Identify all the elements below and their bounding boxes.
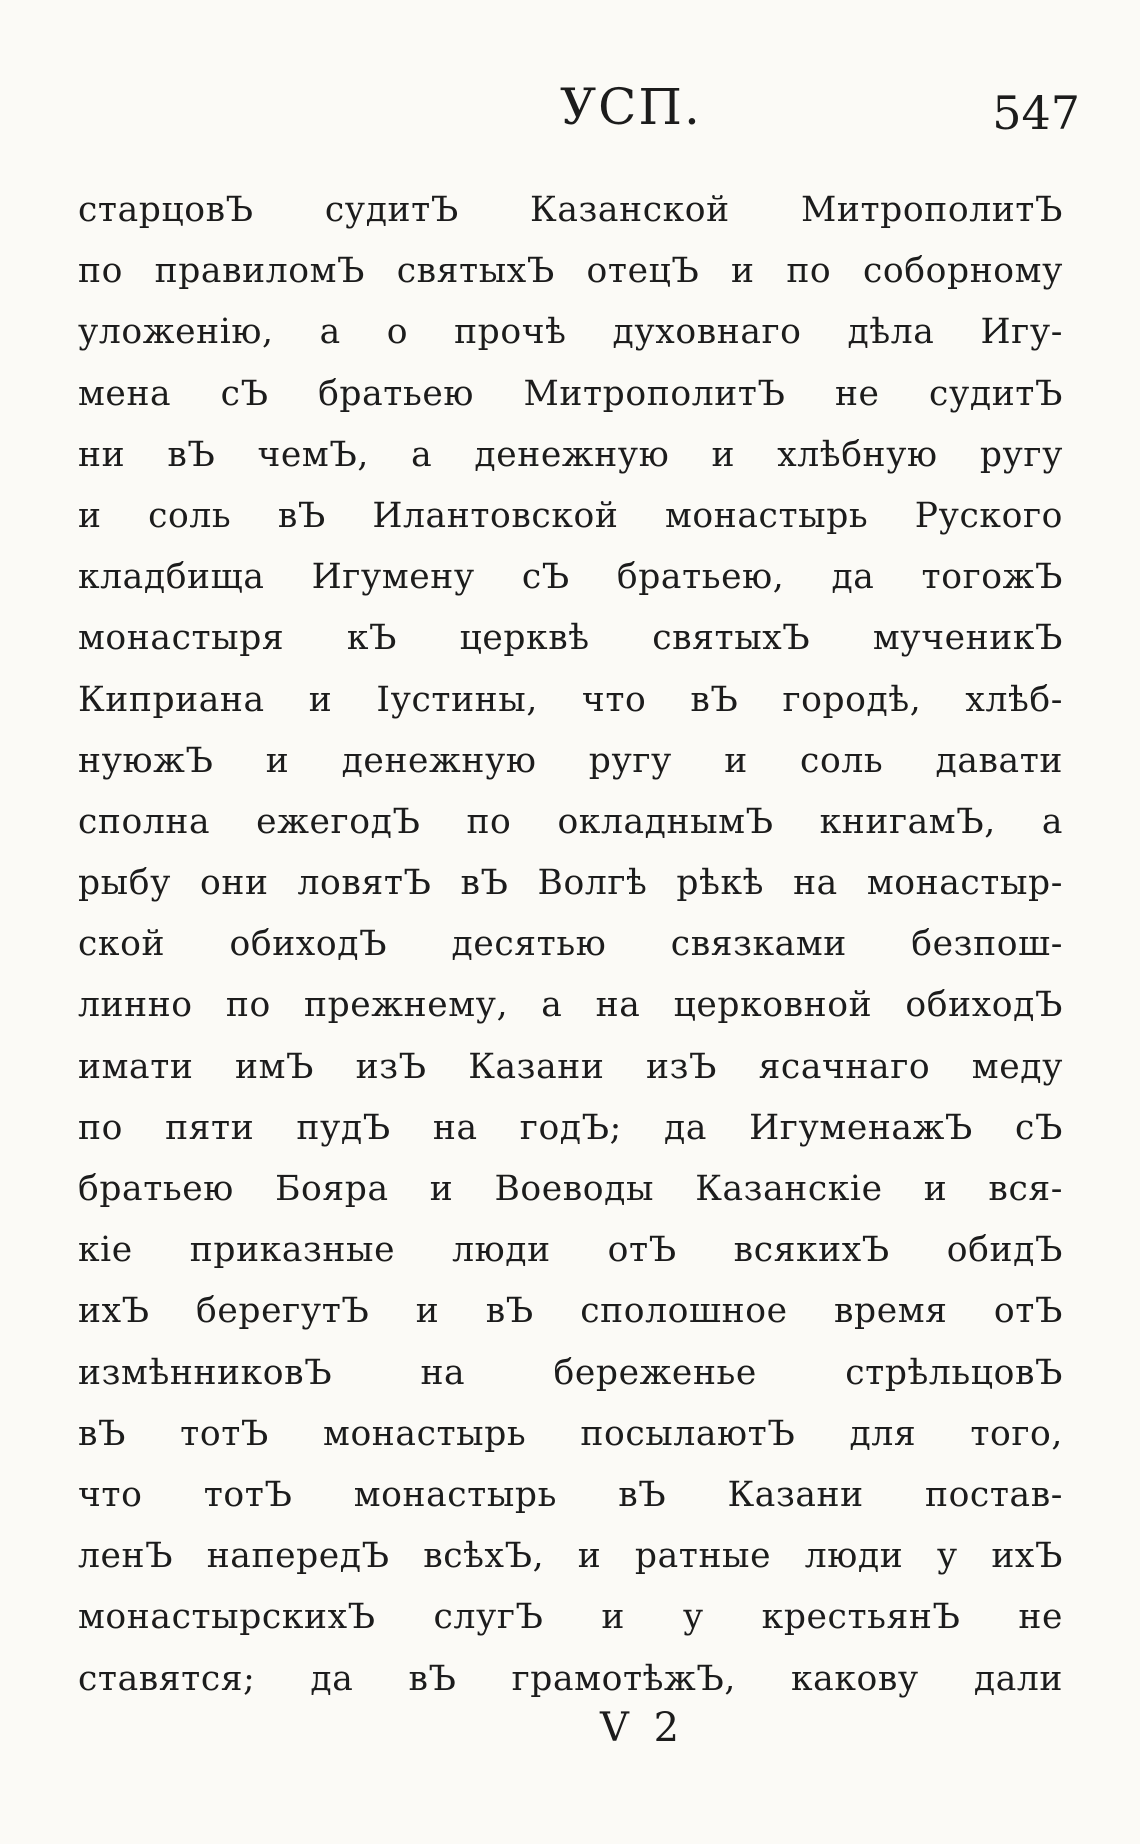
text-line: что тотЪ монастырь вЪ Казани постав- — [78, 1474, 1063, 1515]
page-header — [0, 78, 1140, 148]
text-line: ихЪ берегутЪ и вЪ сполошное время отЪ — [78, 1291, 1063, 1332]
text-line: сполна ежегодЪ по окладнымЪ книгамЪ, а — [78, 801, 1063, 842]
text-line: по правиломЪ святыхЪ отецЪ и по соборному — [78, 251, 1063, 292]
text-line: мена сЪ братьею МитрополитЪ не судитЪ — [78, 373, 1063, 414]
text-line: ской обиходЪ десятью связками безпош- — [78, 924, 1063, 965]
text-body — [78, 180, 1063, 1710]
text-line: имати имЪ изЪ Казани изЪ ясачнаго меду — [78, 1046, 1063, 1087]
text-line: измѣнниковЪ на береженье стрѣльцовЪ — [78, 1352, 1063, 1393]
text-line: рыбу они ловятЪ вЪ Волгѣ рѣкѣ на монастыр- — [78, 863, 1063, 904]
text-line: ни вЪ чемЪ, а денежную и хлѣбную ругу — [78, 434, 1063, 475]
text-line: монастыря кЪ церквѣ святыхЪ мученикЪ — [78, 618, 1063, 659]
text-line: кіе приказные люди отЪ всякихЪ обидЪ — [78, 1230, 1063, 1271]
text-line: братьею Бояра и Воеводы Казанскіе и вся- — [78, 1169, 1063, 1209]
text-line: ставятся; да вЪ грамотѣжЪ, какову дали — [78, 1658, 1063, 1699]
signature-mark: V 2 — [600, 1705, 686, 1751]
text-line: уложенію, а о прочѣ духовнаго дѣла Игу- — [78, 312, 1063, 353]
text-line: монастырскихЪ слугЪ и у крестьянЪ не — [78, 1597, 1063, 1638]
text-line: линно по прежнему, а на церковной обиходЪ — [78, 985, 1063, 1026]
text-line: и соль вЪ Илантовской монастырь Руского — [78, 495, 1063, 536]
text-line: старцовЪ судитЪ Казанской МитрополитЪ — [78, 190, 1063, 230]
text-line: Киприана и Іустины, что вЪ городѣ, хлѣб- — [78, 679, 1063, 720]
text-line: по пяти пудЪ на годЪ; да ИгуменажЪ сЪ — [78, 1107, 1063, 1148]
page-number: 547 — [992, 86, 1080, 140]
text-line: нуюжЪ и денежную ругу и соль давати — [78, 740, 1063, 781]
text-line: кладбища Игумену сЪ братьею, да тогожЪ — [78, 557, 1063, 598]
text-line: вЪ тотЪ монастырь посылаютЪ для того, — [78, 1413, 1063, 1454]
running-head: УСП. — [560, 78, 702, 136]
text-line: ленЪ напередЪ всѣхЪ, и ратные люди у ихЪ — [78, 1536, 1063, 1577]
